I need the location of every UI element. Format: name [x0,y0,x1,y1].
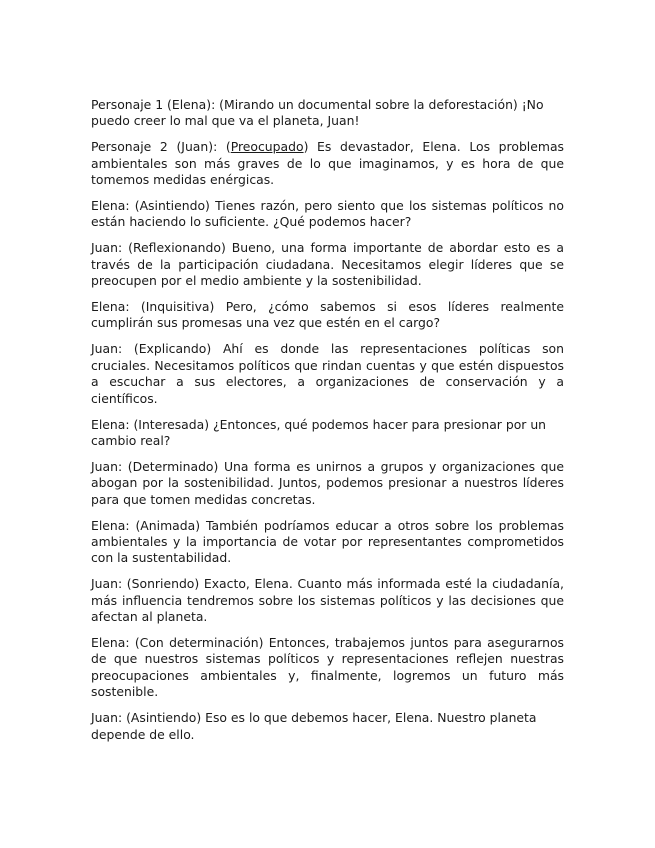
document-body [91,97,564,752]
paragraph-juan-5: Juan: (Sonriendo) Exacto, Elena. Cuanto más informada esté la ciudadanía, más influencia tendremos sobre los sistemas políticos y las decisiones que afectan al planeta. [91,576,564,625]
paragraph-juan-6: Juan: (Asintiendo) Eso es lo que debemos hacer, Elena. Nuestro planeta depende de ello. [91,710,537,742]
paragraph-elena-5: Elena: (Animada) También podríamos educar a otros sobre los problemas ambientales y la importancia de votar por representantes comprometidos con la sustentabilidad. [91,517,564,566]
paragraph-juan-1 [91,139,564,188]
paragraph-juan-1-suffix: ) Es devastador, Elena. Los problemas ambientales son más graves de lo que imaginamos, y es hora de que tomemos medidas enérgicas. [91,139,564,188]
paragraph-elena-4: Elena: (Interesada) ¿Entonces, qué podemos hacer para presionar por un cambio real? [91,416,547,448]
paragraph-elena-6: Elena: (Con determinación) Entonces, trabajemos juntos para asegurarnos de que nuestros sistemas políticos y representaciones reflejen nuestras preocupaciones ambientales y, finalmente, logremos un futuro más sostenible. [91,634,564,700]
paragraph-juan-1-prefix: Personaje 2 (Juan): ( [91,139,231,155]
paragraph-juan-3: Juan: (Explicando) Ahí es donde las representaciones políticas son cruciales. Necesitamos políticos que rindan cuentas y que estén dispuestos a escuchar a sus electores, a organizaciones de conservación y a científicos. [91,341,564,406]
paragraph-elena-3: Elena: (Inquisitiva) Pero, ¿cómo sabemos si esos líderes realmente cumplirán sus promesas una vez que estén en el cargo? [91,299,564,331]
underlined-word: Preocupado [230,139,304,155]
paragraph-elena-2: Elena: (Asintiendo) Tienes razón, pero siento que los sistemas políticos no están haciendo lo suficiente. ¿Qué podemos hacer? [91,198,564,230]
paragraph-juan-2: Juan: (Reflexionando) Bueno, una forma importante de abordar esto es a través de la participación ciudadana. Necesitamos elegir líderes que se preocupen por el medio ambiente y la sostenibilidad. [91,240,564,289]
paragraph-elena-1: Personaje 1 (Elena): (Mirando un documental sobre la deforestación) ¡No puedo creer lo mal que va el planeta, Juan! [91,97,544,129]
paragraph-juan-4: Juan: (Determinado) Una forma es unirnos a grupos y organizaciones que abogan por la sostenibilidad. Juntos, podemos presionar a nuestros líderes para que tomen medidas concretas. [91,458,564,507]
